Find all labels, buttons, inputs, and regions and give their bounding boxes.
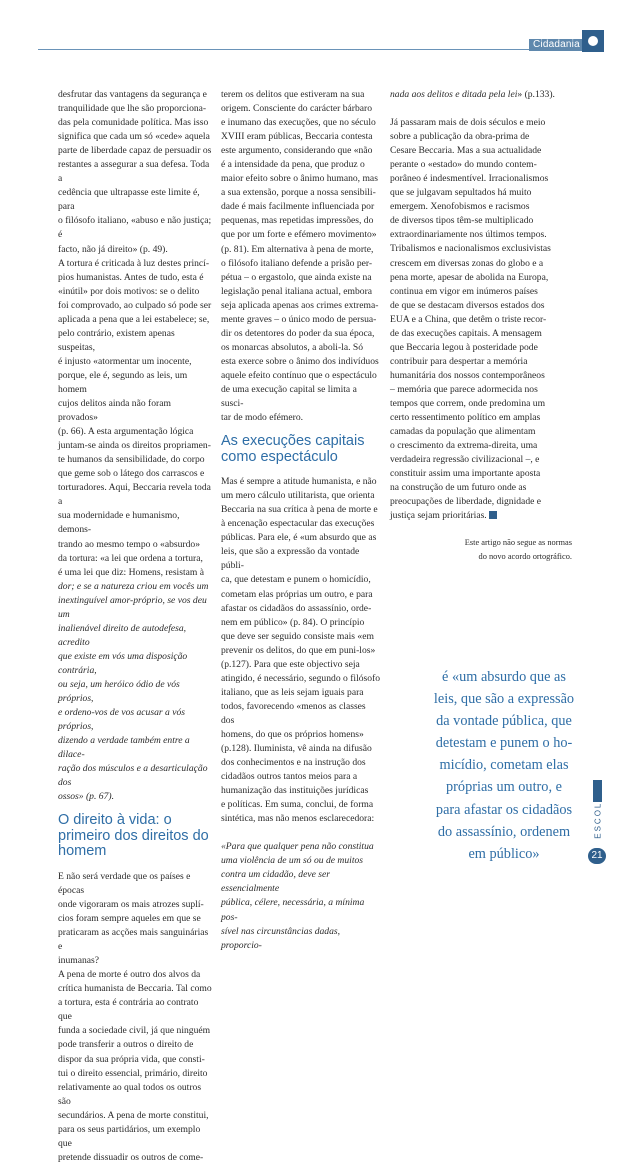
column-3 <box>390 88 572 564</box>
header-rule <box>38 49 582 50</box>
quote-continuation: nada aos delitos e ditada pela lei» (p.133). <box>390 89 555 100</box>
editorial-note: Este artigo não segue as normas do novo acordo ortográfico. <box>464 538 572 562</box>
brand-name: ESCOLA <box>593 794 603 839</box>
section-heading-execucoes: As execuções capitais como espectáculo <box>221 433 365 465</box>
column-1-quote: dor; e se a natureza criou em vocês um inextinguível amor-próprio, se vos deu um inalienável direito de autodefesa, acredito que existe em vós uma disposição contrária, ou seja, um heróico ódio de vós próprios, e ordeno-vos de vos acusar a vós próprios, dizendo a verdade também entre a dilace- ração dos músculos e a desarticulação dos ossos» (p. 67). <box>58 580 209 803</box>
column-2-intro: terem os delitos que estiveram na sua origem. Consciente do carácter bárbaro e inumano das execuções, que no século XVIII eram públicas, Beccaria contesta este argumento, considerando que «não é a intensidade da pena, que produz o maior efeito sobre o ânimo humano, mas a sua extensão, porque a nossa sensibili- dade é mais facilmente influenciada por pequenas, mas repetidas impressões, do que por um forte e efémero movimento» (p. 81). Em alternativa à pena de morte, o filósofo italiano defende a prisão per- pétua – o ergastolo, que ainda existe na legislação penal italiana actual, embora seja aplicada apenas aos crimes extrema- mente graves – o único modo de persua- dir os detentores do poder da sua época, os monarcas absolutos, a aboli-la. Só esta exerce sobre o ânimo dos indivíduos aquele efeito contínuo que o espectáculo de uma execução capital se limita a susci- tar de modo efémero. <box>221 89 379 424</box>
column-1-intro: desfrutar das vantagens da segurança e tranquilidade que lhe são proporciona- das pela comunidade política. Mas isso significa que cada um só «cede» aquela parte de liberdade capaz de persuadir os restantes a assegurar a sua defesa. Toda a cedência que ultrapasse este limite é, para o filósofo italiano, «abuso e não justiça; é facto, não já direito» (p. 49). A tortura é criticada à luz destes princí- pios humanistas. Antes de tudo, esta é «inútil» por dois motivos: se o delito foi comprovado, ao culpado só pode ser aplicada a pena que a lei estabelece; se, pelo contrário, existem apenas suspeitas, é injusto «atormentar um inocente, porque, ele é, segundo as leis, um homem cujos delitos ainda não foram provados» (p. 66). A esta argumentação lógica juntam-se ainda os direitos propriamen- te humanos da sensibilidade, do corpo que geme sob o látego dos carrascos e torturadores. Aqui, Beccaria revela toda a sua modernidade e humanismo, demons- trando ao mesmo tempo o «absurdo» da tortura: «a lei que ordena a tortura, é uma lei que diz: Homens, resistam à <box>58 89 212 578</box>
column-1-body: E não será verdade que os países e épocas onde vigoraram os mais atrozes suplí- cios foram sempre aqueles em que se praticaram as acções mais sanguinárias e inumanas? A pena de morte é outro dos alvos da crítica humanista de Beccaria. Tal como a tortura, esta é contrária ao contrato que funda a sociedade civil, já que ninguém pode transferir a outros o direito de dispor da sua própria vida, que consti- tui o direito essencial, primário, direito relativamente ao qual todos os outros são secundários. A pena de morte constitui, para os seus partidários, um exemplo que pretende dissuadir os outros de come- <box>58 870 212 1163</box>
section-circle-icon <box>582 30 604 52</box>
pull-quote: é «um absurdo que as leis, que são a expressão da vontade pública, que detestam e punem o ho- micídio, cometam elas próprias um outro, e para afastar os cidadãos do assassínio, ordenem em público» <box>433 669 575 862</box>
page-number: 21 <box>588 848 606 864</box>
spacer <box>221 826 381 840</box>
column-2-quote: «Para que qualquer pena não constitua uma violência de um só ou de muitos contra um cidadão, deve ser essencialmente pública, célere, necessária, a mínima pos- sível nas circunstâncias dadas, proporcio- <box>221 841 374 951</box>
section-label: Cidadania <box>529 39 584 51</box>
column-2-body: Mas é sempre a atitude humanista, e não um mero cálculo utilitarista, que orienta Beccaria na sua crítica à pena de morte e à encenação espectacular das execuções públicas. Para ele, é «um absurdo que as leis, que são a expressão da vontade públi- ca, que detestam e punem o homicídio, cometam elas próprias um outro, e para afastar os cidadãos do assassínio, orde- nem em público» (p. 84). O princípio que deve ser seguido consiste mais «em prevenir os delitos, do que em puni-los» (p.127). Para que este objectivo seja atingido, é necessário, segundo o filósofo italiano, que as leis sejam iguais para todos, favorecendo «menos as classes dos homens, do que os próprios homens» (p.128). Iluminista, vê ainda na difusão dos conhecimentos e na instrução dos cidadãos outros tantos meios para a humanização das instituições jurídicas e políticas. Em suma, conclui, de forma sintética, mas não menos esclarecedora: <box>221 476 381 825</box>
column-2 <box>221 88 381 953</box>
magazine-brand <box>590 780 606 840</box>
end-of-article-square-icon <box>489 511 497 519</box>
column-1 <box>58 88 212 1165</box>
column-3-body: Já passaram mais de dois séculos e meio sobre a publicação da obra-prima de Cesare Beccaria. Mas a sua actualidade perante o «estado» do mundo contem- porâneo é indesmentível. Irracionalismos que se julgavam sepultados há muito emergem. Xenofobismos e racismos de diversos tipos têm-se multiplicado extraordinariamente nos últimos tempos. Tribalismos e nacionalismos exclusivistas crescem em diversas zonas do globo e a pena morte, apesar de abolida na Europa, continua em vigor em inúmeros países de que se destacam diversos estados dos EUA e a China, que detêm o triste recor- de das execuções capitais. A mensagem que Beccaria legou à posteridade pode contribuir para despertar a memória humanitária dos nossos contemporâneos – memória que parece adormecida nos tempos que correm, onde predomina um certo ressentimento político em amplas camadas da população que alimentam o crescimento da extrema-direita, uma verdadeira regressão civilizacional –, e constituir assim uma importante aposta na construção de um futuro onde as preocupações de liberdade, dignidade e justiça sejam prioritárias. <box>390 117 551 522</box>
section-heading-direito-vida: O direito à vida: o primeiro dos direitos do homem <box>58 812 209 860</box>
spacer <box>390 102 572 116</box>
